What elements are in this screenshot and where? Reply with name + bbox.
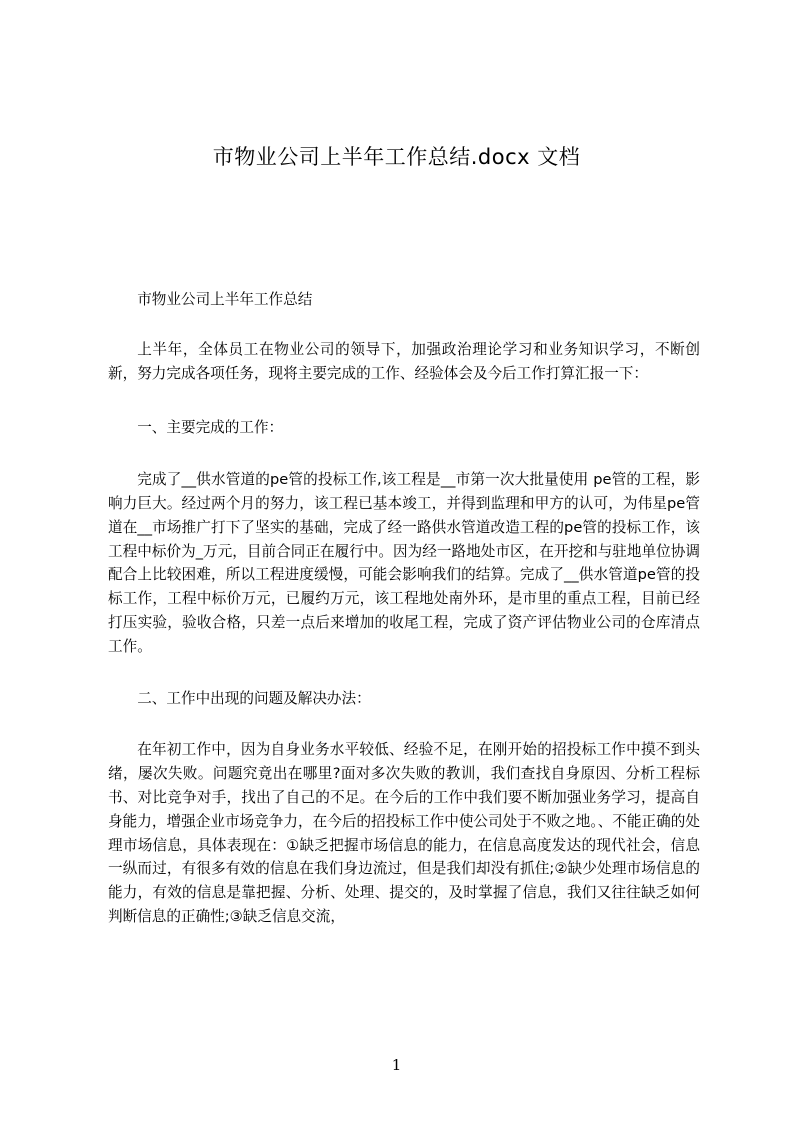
section-two-paragraph: 在年初工作中，因为自身业务水平较低、经验不足，在刚开始的招投标工作中摸不到头绪，屡次失败。问题究竟出在哪里?面对多次失败的教训，我们查找自身原因、分析工程标书、对比竞争对手，找出了自己的不足。在今后的工作中我们要不断加强业务学习，提高自身能力，增强企业市场竞争力，在今后的招投标工作中使公司处于不败之地。、不能正确的处理市场信息，具体表现在：①缺乏把握市场信息的能力，在信息高度发达的现代社会，信息一纵而过，有很多有效的信息在我们身边流过，但是我们却没有抓住;②缺少处理市场信息的能力，有效的信息是靠把握、分析、处理、提交的，及时掌握了信息，我们又往往缺乏如何判断信息的正确性;③缺乏信息交流， xyxy=(108,741,700,925)
document-body xyxy=(108,288,700,929)
spacer xyxy=(108,385,700,416)
intro-paragraph: 上半年，全体员工在物业公司的领导下，加强政治理论学习和业务知识学习，不断创新，努力完成各项任务，现将主要完成的工作、经验体会及今后工作打算汇报一下： xyxy=(108,340,700,382)
section-one-title: 一、主要完成的工作： xyxy=(137,419,284,437)
page-number: 1 xyxy=(391,1056,402,1074)
spacer xyxy=(108,312,700,338)
spacer xyxy=(108,659,700,687)
spacer xyxy=(108,440,700,468)
section-two-title: 二、工作中出现的问题及解决办法： xyxy=(137,689,371,707)
spacer xyxy=(108,710,700,738)
document-title: 市物业公司上半年工作总结.docx 文档 xyxy=(212,145,581,169)
document-heading: 市物业公司上半年工作总结 xyxy=(137,291,313,308)
section-one-paragraph: 完成了__供水管道的pe管的投标工作,该工程是__市第一次大批量使用 pe管的工程，影响力巨大。经过两个月的努力，该工程已基本竣工，并得到监理和甲方的认可，为伟星pe管道在__市场推广打下了坚实的基础，完成了经一路供水管道改造工程的pe管的投标工作，该工程中标价为_万元，目前合同正在履行中。因为经一路地处市区，在开挖和与驻地单位协调配合上比较困难，所以工程进度缓慢，可能会影响我们的结算。完成了__供水管道pe管的投标工作，工程中标价万元，已履约万元，该工程地处南外环，是市里的重点工程，目前已经打压实验，验收合格，只差一点后来增加的收尾工程，完成了资产评估物业公司的仓库清点工作。 xyxy=(108,471,700,655)
